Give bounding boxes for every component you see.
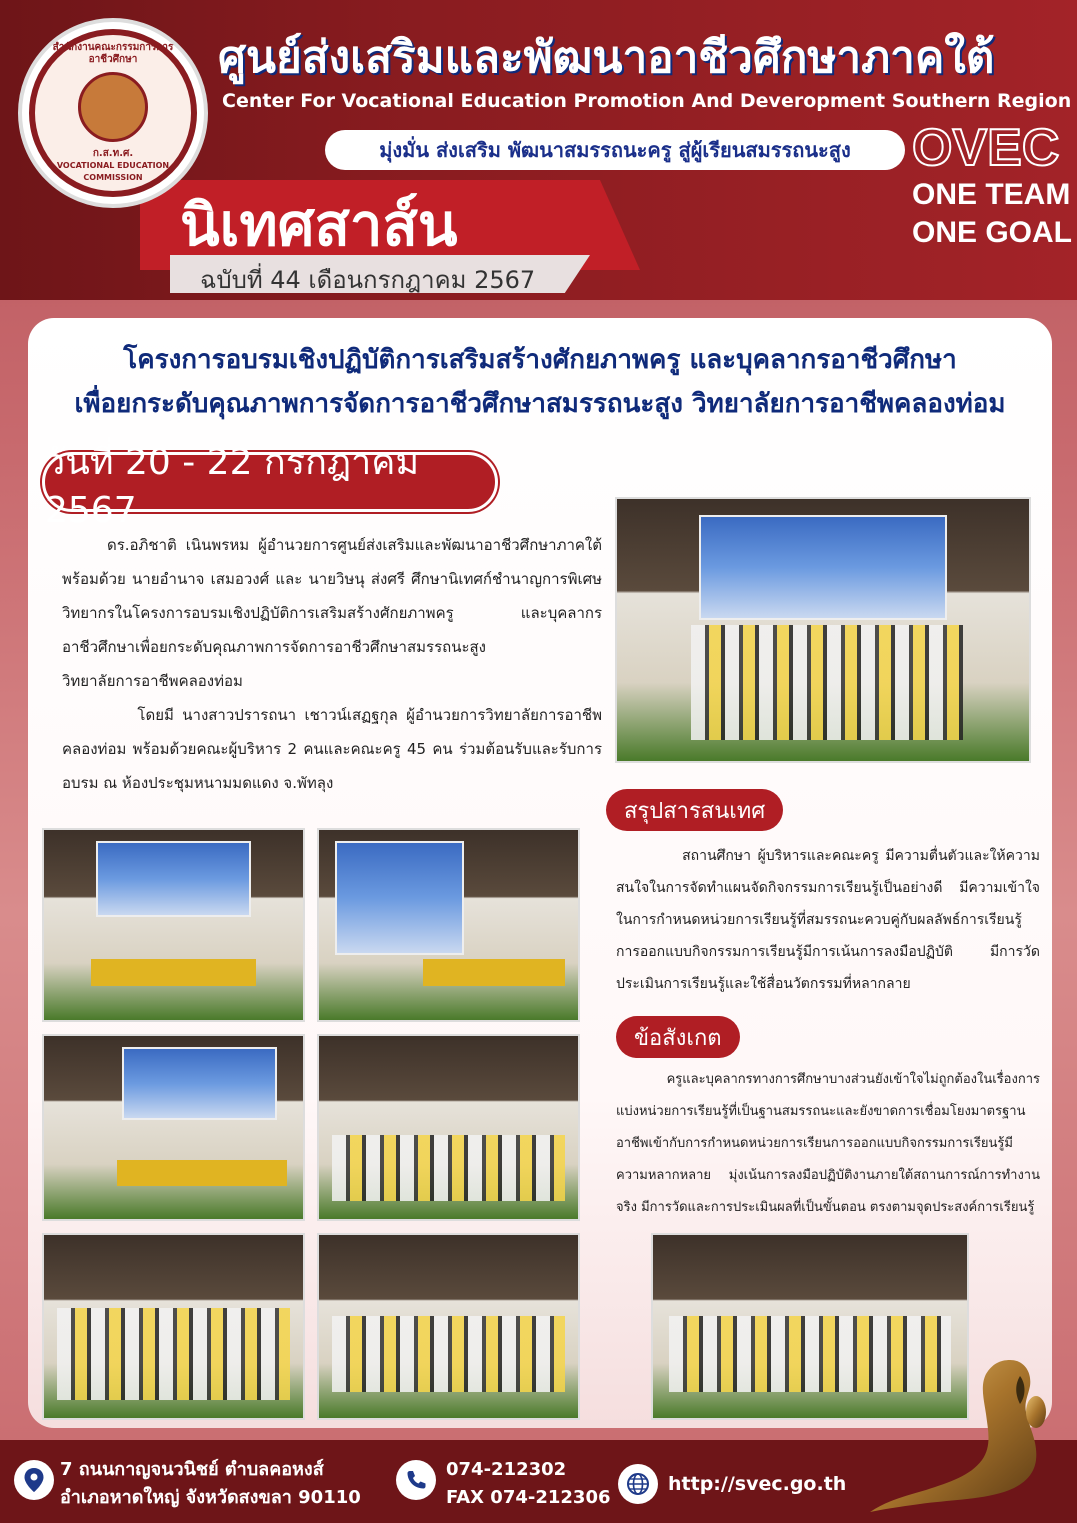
para1-text: ดร.อภิชาติ เนินพรหม ผู้อำนวยการศูนย์ส่งเสริมและพัฒนาอาชีวศึกษาภาคใต้ พร้อมด้วย นายอำนาจ เสมอวงศ์ และ นายวิษนุ ส่งศรี ศึกษานิเทศก์ชำนาญการพิเศษ วิทยากรในโครงการอบรมเชิงปฏิบัติการเสริมสร้างศักยภาพครู และบุคลากรอาชีวศึกษาเพื่อยกระดับคุณภาพการจัดการอาชีวศึกษาสมรรถนะสูง — [62, 536, 603, 656]
photo-stage — [91, 959, 257, 986]
observation-text — [616, 1064, 1040, 1224]
seal-ring-bottom: VOCATIONAL EDUCATION COMMISSION — [56, 161, 170, 182]
photo-stage — [117, 1160, 288, 1186]
photo-2 — [317, 828, 580, 1022]
photo-banner — [122, 1047, 277, 1120]
mermaid-statue-icon — [860, 1340, 1077, 1523]
photo-5 — [42, 1233, 305, 1420]
center-title-th: ศูนย์ส่งเสริมและพัฒนาอาชีวศึกษาภาคใต้ — [218, 32, 995, 83]
address-line-1: 7 ถนนกาญจนวนิชย์ ตำบลคอหงส์ — [60, 1459, 324, 1480]
article-headline — [28, 338, 1052, 426]
photo-people — [57, 1308, 290, 1400]
newsletter-title: นิเทศสาส์น — [180, 191, 458, 259]
seal-inner — [29, 29, 197, 197]
summary-body: สถานศึกษา ผู้บริหารและคณะครู มีความตื่นตัวและให้ความสนใจในการจัดทำแผนจัดกิจกรรมการเรียนรู้เป็นอย่างดี มีความเข้าใจในการกำหนดหน่วยการเรียนรู้ที่สมรรถนะควบคู่กับผลลัพธ์การเรียนรู้ การออกแบบกิจกรรมการเรียนรู้มีการเน้นการลงมือปฏิบัติ มีการวัดประเมินการเรียนรู้และใช้สื่อนวัตกรรมที่หลากลาย — [616, 848, 1040, 992]
globe-icon — [618, 1464, 658, 1504]
seal-abbr: ก.ส.ท.ศ. — [92, 148, 134, 159]
phone-number[interactable]: 074-212302 — [446, 1459, 567, 1480]
observation-body: ครูและบุคลากรทางการศึกษาบางส่วนยังเข้าใจไม่ถูกต้องในเรื่องการแบ่งหน่วยการเรียนรู้ที่เป็นฐานสมรรถนะและยังขาดการเชื่อมโยงมาตรฐานอาชีพเข้ากับการกำหนดหน่วยการเรียนการออกแบบกิจกรรมการเรียนรู้มีความหลากหลาย มุ่งเน้นการลงมือปฏิบัติงานภายใต้สถานการณ์การทำงานจริง มีการวัดและการประเมินผลที่เป็นขั้นตอน ตรงตามจุดประสงค์การเรียนรู้ — [616, 1072, 1040, 1215]
team-line-2: ONE GOAL — [912, 216, 1073, 249]
photo-stage — [423, 959, 565, 986]
photo-1 — [42, 828, 305, 1022]
photo-4 — [317, 1034, 580, 1221]
photo-3 — [42, 1034, 305, 1221]
team-line-1: ONE TEAM — [912, 178, 1071, 211]
slogan: มุ่งมั่น ส่งเสริม พัฒนาสมรรถนะครู สู่ผู้เรียนสมรรถนะสูง — [325, 130, 905, 170]
photo-people — [332, 1316, 565, 1393]
location-pin-icon — [14, 1460, 54, 1500]
photo-banner — [335, 841, 465, 955]
photo-banner — [699, 515, 946, 620]
team-slogan — [912, 176, 1072, 252]
photo-banner — [96, 841, 251, 917]
issue-label: ฉบับที่ 44 เดือนกรกฎาคม 2567 — [200, 266, 536, 294]
fax-number: FAX 074-212306 — [446, 1487, 611, 1508]
address-line-2: อำเภอหาดใหญ่ จังหวัดสงขลา 90110 — [60, 1487, 361, 1508]
phone-icon — [396, 1460, 436, 1500]
photo-people — [691, 625, 963, 740]
summary-title: สรุปสารสนเทศ — [606, 789, 783, 831]
summary-text — [616, 840, 1040, 1000]
article-paragraph-2 — [62, 698, 602, 800]
footer-address — [60, 1456, 361, 1512]
seal-emblem-icon — [78, 72, 148, 142]
photo-6 — [317, 1233, 580, 1420]
footer-website[interactable]: http://svec.go.th — [668, 1473, 847, 1495]
article-body — [62, 528, 602, 800]
article-paragraph-1b: วิทยาลัยการอาชีพคลองท่อม — [62, 672, 243, 690]
para2-text: โดยมี นางสาวปรารถนา เชาวน์เสฏฐกุล ผู้อำนวยการวิทยาลัยการอาชีพคลองท่อม พร้อมด้วยคณะผู้บริหาร 2 คนและคณะครู 45 คน ร่วมต้อนรับและรับการอบรม ณ ห้องประชุมหนามมดแดง จ.พัทลุง — [62, 706, 602, 792]
article-paragraph-1 — [62, 528, 602, 664]
seal-ring-top: สำนักงานคณะกรรมการการอาชีวศึกษา — [52, 42, 174, 65]
photo-people — [332, 1135, 565, 1201]
headline-line-2: เพื่อยกระดับคุณภาพการจัดการอาชีวศึกษาสมรรถนะสูง วิทยาลัยการอาชีพคลองท่อม — [74, 389, 1006, 419]
ovec-wordmark: OVEC — [912, 119, 1060, 177]
observation-title: ข้อสังเกต — [616, 1016, 740, 1058]
headline-line-1: โครงการอบรมเชิงปฏิบัติการเสริมสร้างศักยภาพครู และบุคลากรอาชีวศึกษา — [123, 345, 957, 375]
event-date-badge: วันที่ 20 - 22 กรกฎาคม 2567 — [42, 452, 498, 512]
group-photo-main — [615, 497, 1031, 763]
center-title-en: Center For Vocational Education Promotion And Deveropment Southern Region — [222, 90, 1072, 112]
footer-phone — [446, 1456, 611, 1512]
